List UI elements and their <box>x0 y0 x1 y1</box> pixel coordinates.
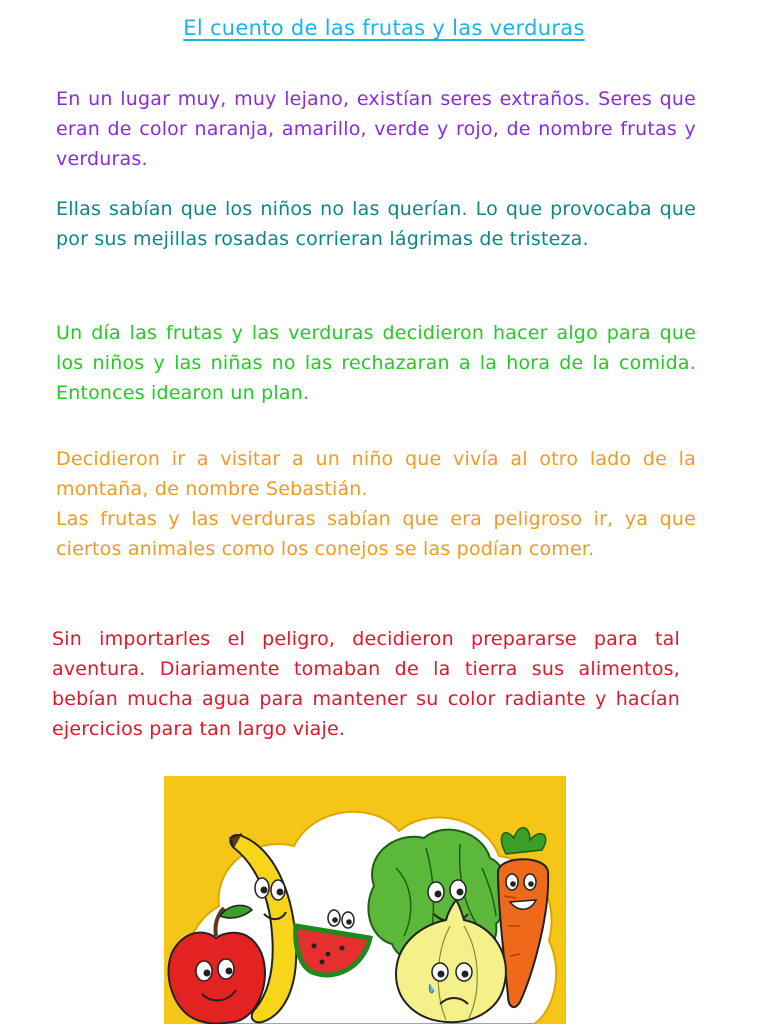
paragraph-5-text: Sin importarles el peligro, decidieron prepararse para tal aventura. Diariamente tomaban de la tierra sus alimentos, bebían mucha agua para mantener su color radiante y hacían ejercicios para tan largo viaje. <box>52 628 680 740</box>
paragraph-2-text: Ellas sabían que los niños no las querían. Lo que provocaba que por sus mejillas rosadas corrieran lágrimas de tristeza. <box>56 198 696 250</box>
fruits-vegetables-illustration <box>164 776 566 1024</box>
paragraph-5 <box>52 624 680 744</box>
page-title: El cuento de las frutas y las verduras <box>183 16 585 40</box>
paragraph-1 <box>56 84 696 174</box>
paragraph-1-text: En un lugar muy, muy lejano, existían seres extraños. Seres que eran de color naranja, amarillo, verde y rojo, de nombre frutas y verduras. <box>56 88 696 170</box>
paragraph-2 <box>56 194 696 254</box>
paragraph-3 <box>56 318 696 408</box>
paragraph-4b-text: Las frutas y las verduras sabían que era peligroso ir, ya que ciertos animales como los conejos se las podían comer. <box>56 508 696 560</box>
paragraph-3-text: Un día las frutas y las verduras decidieron hacer algo para que los niños y las niñas no las rechazaran a la hora de la comida. Entonces idearon un plan. <box>56 322 696 404</box>
paragraph-4a-text: Decidieron ir a visitar a un niño que vivía al otro lado de la montaña, de nombre Sebastián. <box>56 448 696 500</box>
paragraph-4 <box>56 444 696 564</box>
